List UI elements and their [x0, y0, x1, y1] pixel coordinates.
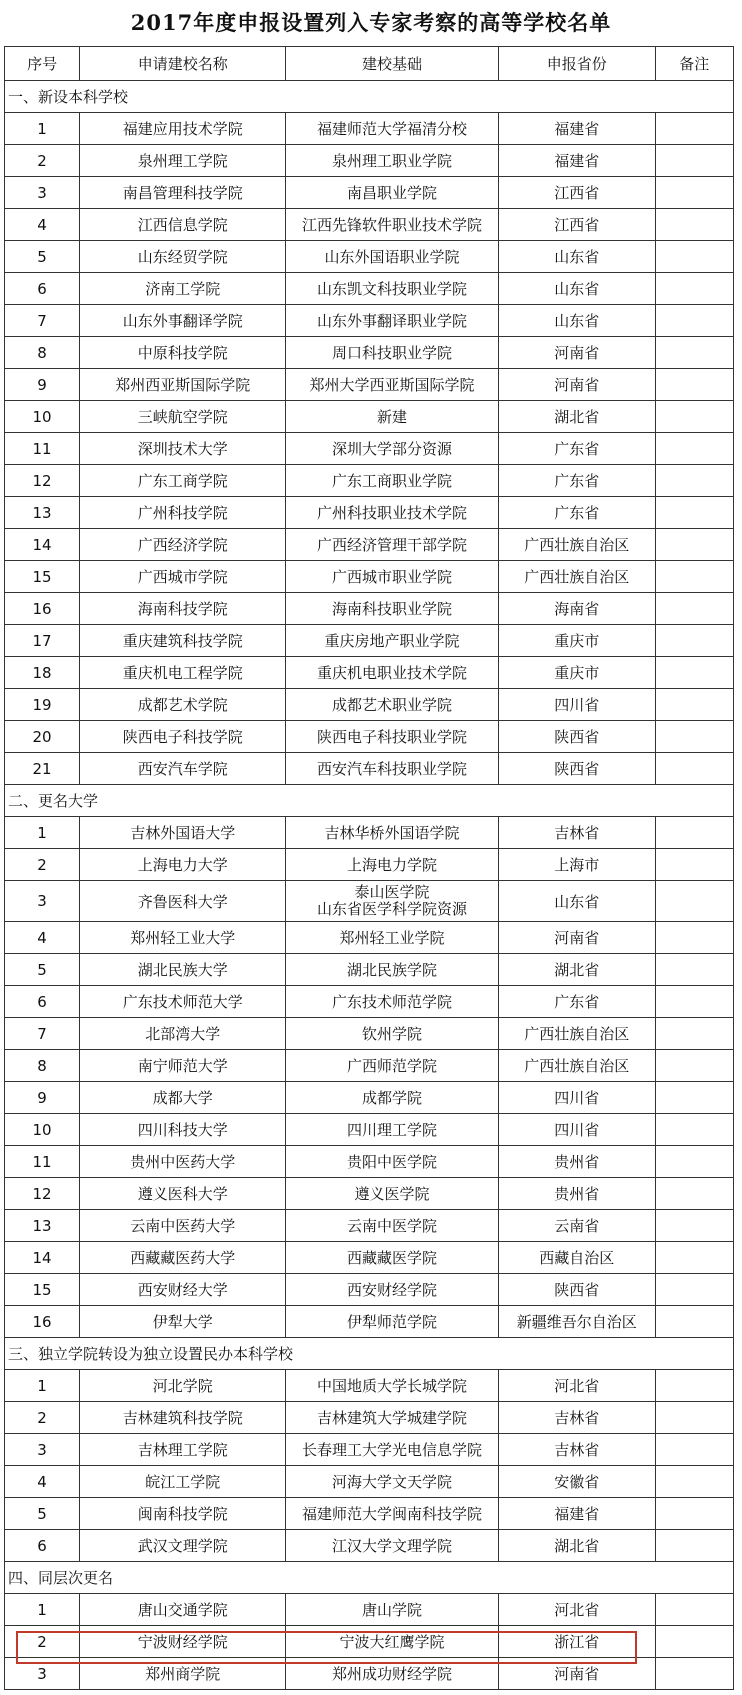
cell-school-name: 泉州理工学院	[80, 145, 286, 177]
cell-province: 湖北省	[498, 1530, 655, 1562]
cell-basis: 广西城市职业学院	[286, 561, 499, 593]
cell-remarks	[655, 593, 733, 625]
table-row	[5, 145, 734, 177]
cell-remarks	[655, 529, 733, 561]
cell-school-name: 武汉文理学院	[80, 1530, 286, 1562]
table-row	[5, 1242, 734, 1274]
table-row	[5, 593, 734, 625]
school-list-table	[4, 46, 734, 1690]
cell-school-name: 西安财经大学	[80, 1274, 286, 1306]
cell-province: 山东省	[498, 305, 655, 337]
cell-school-name: 贵州中医药大学	[80, 1146, 286, 1178]
cell-remarks	[655, 1466, 733, 1498]
cell-index: 1	[5, 1594, 80, 1626]
cell-school-name: 闽南科技学院	[80, 1498, 286, 1530]
cell-school-name: 吉林建筑科技学院	[80, 1402, 286, 1434]
cell-remarks	[655, 273, 733, 305]
cell-remarks	[655, 465, 733, 497]
table-row	[5, 1530, 734, 1562]
cell-remarks	[655, 625, 733, 657]
cell-basis: 新建	[286, 401, 499, 433]
cell-remarks	[655, 849, 733, 881]
cell-school-name: 四川科技大学	[80, 1114, 286, 1146]
cell-index: 6	[5, 1530, 80, 1562]
table-row	[5, 689, 734, 721]
table-row	[5, 986, 734, 1018]
cell-basis: 上海电力学院	[286, 849, 499, 881]
cell-school-name: 山东经贸学院	[80, 241, 286, 273]
table-row	[5, 1146, 734, 1178]
cell-province: 湖北省	[498, 954, 655, 986]
cell-school-name: 重庆机电工程学院	[80, 657, 286, 689]
cell-index: 9	[5, 1082, 80, 1114]
table-row	[5, 305, 734, 337]
cell-school-name: 山东外事翻译学院	[80, 305, 286, 337]
cell-school-name: 北部湾大学	[80, 1018, 286, 1050]
table-row	[5, 401, 734, 433]
cell-index: 6	[5, 273, 80, 305]
cell-province: 河南省	[498, 369, 655, 401]
cell-remarks	[655, 986, 733, 1018]
table-row	[5, 465, 734, 497]
cell-school-name: 中原科技学院	[80, 337, 286, 369]
cell-index: 21	[5, 753, 80, 785]
cell-remarks	[655, 922, 733, 954]
cell-basis: 伊犁师范学院	[286, 1306, 499, 1338]
cell-remarks	[655, 1594, 733, 1626]
cell-basis: 山东外事翻译职业学院	[286, 305, 499, 337]
cell-basis: 成都学院	[286, 1082, 499, 1114]
cell-school-name: 郑州西亚斯国际学院	[80, 369, 286, 401]
cell-remarks	[655, 1210, 733, 1242]
cell-index: 2	[5, 849, 80, 881]
cell-remarks	[655, 1050, 733, 1082]
cell-province: 河南省	[498, 922, 655, 954]
header-remarks: 备注	[655, 47, 733, 81]
cell-remarks	[655, 401, 733, 433]
cell-province: 四川省	[498, 689, 655, 721]
cell-basis: 遵义医学院	[286, 1178, 499, 1210]
cell-province: 上海市	[498, 849, 655, 881]
cell-basis: 郑州大学西亚斯国际学院	[286, 369, 499, 401]
cell-school-name: 吉林外国语大学	[80, 817, 286, 849]
cell-index: 7	[5, 1018, 80, 1050]
cell-school-name: 深圳技术大学	[80, 433, 286, 465]
cell-province: 四川省	[498, 1114, 655, 1146]
table-row	[5, 209, 734, 241]
table-row	[5, 1050, 734, 1082]
cell-index: 2	[5, 1626, 80, 1658]
table-row	[5, 1274, 734, 1306]
cell-index: 8	[5, 1050, 80, 1082]
cell-index: 3	[5, 1658, 80, 1690]
cell-basis: 海南科技职业学院	[286, 593, 499, 625]
table-row	[5, 721, 734, 753]
cell-province: 西藏自治区	[498, 1242, 655, 1274]
cell-remarks	[655, 305, 733, 337]
cell-index: 14	[5, 1242, 80, 1274]
table-header-row	[5, 47, 734, 81]
cell-school-name: 广东工商学院	[80, 465, 286, 497]
table-row	[5, 1210, 734, 1242]
cell-remarks	[655, 1242, 733, 1274]
cell-province: 海南省	[498, 593, 655, 625]
cell-basis: 广西师范学院	[286, 1050, 499, 1082]
table-row	[5, 657, 734, 689]
section-header-row	[5, 1562, 734, 1594]
cell-school-name: 皖江工学院	[80, 1466, 286, 1498]
cell-province: 山东省	[498, 273, 655, 305]
cell-basis: 唐山学院	[286, 1594, 499, 1626]
cell-school-name: 南宁师范大学	[80, 1050, 286, 1082]
cell-province: 吉林省	[498, 817, 655, 849]
cell-province: 广西壮族自治区	[498, 1050, 655, 1082]
table-row	[5, 1626, 734, 1658]
table-row	[5, 1658, 734, 1690]
cell-remarks	[655, 337, 733, 369]
cell-school-name: 海南科技学院	[80, 593, 286, 625]
cell-index: 12	[5, 465, 80, 497]
cell-province: 河南省	[498, 337, 655, 369]
cell-basis: 周口科技职业学院	[286, 337, 499, 369]
cell-basis: 钦州学院	[286, 1018, 499, 1050]
cell-province: 安徽省	[498, 1466, 655, 1498]
cell-school-name: 重庆建筑科技学院	[80, 625, 286, 657]
cell-basis: 郑州轻工业学院	[286, 922, 499, 954]
cell-index: 20	[5, 721, 80, 753]
section-header-row	[5, 81, 734, 113]
cell-school-name: 福建应用技术学院	[80, 113, 286, 145]
cell-province: 贵州省	[498, 1178, 655, 1210]
cell-school-name: 广西城市学院	[80, 561, 286, 593]
cell-index: 13	[5, 497, 80, 529]
cell-school-name: 成都大学	[80, 1082, 286, 1114]
cell-school-name: 湖北民族大学	[80, 954, 286, 986]
cell-province: 山东省	[498, 241, 655, 273]
cell-remarks	[655, 1082, 733, 1114]
table-row	[5, 561, 734, 593]
cell-province: 陕西省	[498, 721, 655, 753]
section-header-row	[5, 785, 734, 817]
cell-index: 10	[5, 401, 80, 433]
table-row	[5, 954, 734, 986]
cell-province: 广东省	[498, 433, 655, 465]
cell-remarks	[655, 1274, 733, 1306]
table-row	[5, 1306, 734, 1338]
cell-index: 18	[5, 657, 80, 689]
cell-index: 2	[5, 145, 80, 177]
cell-basis: 江西先锋软件职业技术学院	[286, 209, 499, 241]
cell-remarks	[655, 497, 733, 529]
cell-province: 福建省	[498, 145, 655, 177]
cell-index: 8	[5, 337, 80, 369]
cell-school-name: 三峡航空学院	[80, 401, 286, 433]
table-row	[5, 529, 734, 561]
header-school-name: 申请建校名称	[80, 47, 286, 81]
cell-remarks	[655, 1370, 733, 1402]
cell-basis: 宁波大红鹰学院	[286, 1626, 499, 1658]
cell-index: 10	[5, 1114, 80, 1146]
cell-remarks	[655, 689, 733, 721]
cell-school-name: 成都艺术学院	[80, 689, 286, 721]
cell-remarks	[655, 881, 733, 922]
cell-school-name: 郑州轻工业大学	[80, 922, 286, 954]
table-body	[5, 81, 734, 1690]
cell-index: 6	[5, 986, 80, 1018]
table-row	[5, 1434, 734, 1466]
cell-index: 11	[5, 433, 80, 465]
cell-basis: 山东凯文科技职业学院	[286, 273, 499, 305]
cell-index: 5	[5, 241, 80, 273]
table-row	[5, 1402, 734, 1434]
table-row	[5, 753, 734, 785]
cell-index: 14	[5, 529, 80, 561]
cell-index: 3	[5, 177, 80, 209]
cell-school-name: 吉林理工学院	[80, 1434, 286, 1466]
cell-remarks	[655, 1626, 733, 1658]
cell-remarks	[655, 561, 733, 593]
cell-remarks	[655, 1498, 733, 1530]
cell-basis: 西藏藏医学院	[286, 1242, 499, 1274]
cell-index: 3	[5, 881, 80, 922]
cell-remarks	[655, 1434, 733, 1466]
table-row	[5, 817, 734, 849]
table-row	[5, 273, 734, 305]
cell-basis: 广东工商职业学院	[286, 465, 499, 497]
cell-province: 广东省	[498, 497, 655, 529]
table-row	[5, 1370, 734, 1402]
cell-province: 四川省	[498, 1082, 655, 1114]
cell-province: 广西壮族自治区	[498, 561, 655, 593]
cell-basis: 郑州成功财经学院	[286, 1658, 499, 1690]
cell-province: 重庆市	[498, 657, 655, 689]
cell-index: 4	[5, 922, 80, 954]
cell-school-name: 齐鲁医科大学	[80, 881, 286, 922]
table-row	[5, 625, 734, 657]
cell-remarks	[655, 954, 733, 986]
table-row	[5, 241, 734, 273]
cell-index: 1	[5, 817, 80, 849]
cell-basis: 吉林建筑大学城建学院	[286, 1402, 499, 1434]
cell-school-name: 陕西电子科技学院	[80, 721, 286, 753]
cell-province: 吉林省	[498, 1402, 655, 1434]
cell-province: 浙江省	[498, 1626, 655, 1658]
cell-index: 19	[5, 689, 80, 721]
cell-index: 1	[5, 1370, 80, 1402]
cell-basis: 泰山医学院 山东省医学科学院资源	[286, 881, 499, 922]
cell-province: 吉林省	[498, 1434, 655, 1466]
header-basis: 建校基础	[286, 47, 499, 81]
table-row	[5, 1018, 734, 1050]
table-row	[5, 177, 734, 209]
section-label: 一、新设本科学校	[5, 81, 734, 113]
cell-school-name: 南昌管理科技学院	[80, 177, 286, 209]
cell-province: 河北省	[498, 1370, 655, 1402]
cell-school-name: 江西信息学院	[80, 209, 286, 241]
cell-index: 15	[5, 1274, 80, 1306]
cell-remarks	[655, 241, 733, 273]
cell-index: 9	[5, 369, 80, 401]
cell-school-name: 伊犁大学	[80, 1306, 286, 1338]
cell-remarks	[655, 1146, 733, 1178]
table-row	[5, 113, 734, 145]
cell-basis: 深圳大学部分资源	[286, 433, 499, 465]
cell-index: 7	[5, 305, 80, 337]
cell-index: 5	[5, 1498, 80, 1530]
cell-school-name: 济南工学院	[80, 273, 286, 305]
table-row	[5, 337, 734, 369]
cell-basis: 广西经济管理干部学院	[286, 529, 499, 561]
cell-school-name: 上海电力大学	[80, 849, 286, 881]
cell-province: 广东省	[498, 986, 655, 1018]
cell-basis: 贵阳中医学院	[286, 1146, 499, 1178]
table-row	[5, 1114, 734, 1146]
cell-basis: 陕西电子科技职业学院	[286, 721, 499, 753]
cell-basis: 云南中医学院	[286, 1210, 499, 1242]
cell-basis: 泉州理工职业学院	[286, 145, 499, 177]
section-header-row	[5, 1338, 734, 1370]
cell-province: 湖北省	[498, 401, 655, 433]
cell-province: 山东省	[498, 881, 655, 922]
cell-index: 13	[5, 1210, 80, 1242]
cell-school-name: 河北学院	[80, 1370, 286, 1402]
section-label: 二、更名大学	[5, 785, 734, 817]
table-row	[5, 1082, 734, 1114]
cell-basis: 重庆机电职业技术学院	[286, 657, 499, 689]
cell-index: 1	[5, 113, 80, 145]
cell-basis: 吉林华桥外国语学院	[286, 817, 499, 849]
cell-basis: 重庆房地产职业学院	[286, 625, 499, 657]
cell-basis: 南昌职业学院	[286, 177, 499, 209]
cell-remarks	[655, 657, 733, 689]
cell-province: 广西壮族自治区	[498, 1018, 655, 1050]
header-province: 申报省份	[498, 47, 655, 81]
cell-index: 5	[5, 954, 80, 986]
table-row	[5, 1466, 734, 1498]
cell-province: 河北省	[498, 1594, 655, 1626]
cell-province: 贵州省	[498, 1146, 655, 1178]
cell-school-name: 云南中医药大学	[80, 1210, 286, 1242]
cell-province: 陕西省	[498, 753, 655, 785]
cell-basis: 成都艺术职业学院	[286, 689, 499, 721]
cell-remarks	[655, 369, 733, 401]
cell-index: 11	[5, 1146, 80, 1178]
cell-school-name: 唐山交通学院	[80, 1594, 286, 1626]
cell-index: 15	[5, 561, 80, 593]
cell-province: 新疆维吾尔自治区	[498, 1306, 655, 1338]
document-title: 2017年度申报设置列入专家考察的高等学校名单	[130, 10, 612, 35]
cell-basis: 河海大学文天学院	[286, 1466, 499, 1498]
cell-basis: 江汉大学文理学院	[286, 1530, 499, 1562]
cell-remarks	[655, 1114, 733, 1146]
cell-remarks	[655, 1402, 733, 1434]
cell-school-name: 遵义医科大学	[80, 1178, 286, 1210]
section-label: 三、独立学院转设为独立设置民办本科学校	[5, 1338, 734, 1370]
cell-index: 2	[5, 1402, 80, 1434]
cell-province: 重庆市	[498, 625, 655, 657]
cell-province: 广西壮族自治区	[498, 529, 655, 561]
cell-index: 3	[5, 1434, 80, 1466]
cell-school-name: 广西经济学院	[80, 529, 286, 561]
cell-province: 福建省	[498, 1498, 655, 1530]
table-row	[5, 1178, 734, 1210]
cell-province: 陕西省	[498, 1274, 655, 1306]
cell-basis: 中国地质大学长城学院	[286, 1370, 499, 1402]
table-row	[5, 497, 734, 529]
cell-index: 12	[5, 1178, 80, 1210]
cell-school-name: 广州科技学院	[80, 497, 286, 529]
cell-school-name: 西藏藏医药大学	[80, 1242, 286, 1274]
table-row	[5, 849, 734, 881]
cell-index: 4	[5, 209, 80, 241]
cell-basis: 山东外国语职业学院	[286, 241, 499, 273]
cell-school-name: 宁波财经学院	[80, 1626, 286, 1658]
table-row	[5, 369, 734, 401]
cell-basis: 福建师范大学福清分校	[286, 113, 499, 145]
cell-basis: 广州科技职业技术学院	[286, 497, 499, 529]
cell-province: 江西省	[498, 209, 655, 241]
cell-index: 4	[5, 1466, 80, 1498]
cell-remarks	[655, 209, 733, 241]
header-index: 序号	[5, 47, 80, 81]
cell-remarks	[655, 177, 733, 209]
cell-remarks	[655, 1530, 733, 1562]
cell-basis: 西安财经学院	[286, 1274, 499, 1306]
cell-index: 16	[5, 593, 80, 625]
cell-province: 河南省	[498, 1658, 655, 1690]
table-row	[5, 922, 734, 954]
cell-school-name: 西安汽车学院	[80, 753, 286, 785]
table-row	[5, 881, 734, 922]
cell-remarks	[655, 753, 733, 785]
cell-school-name: 广东技术师范大学	[80, 986, 286, 1018]
cell-index: 17	[5, 625, 80, 657]
cell-remarks	[655, 1018, 733, 1050]
cell-remarks	[655, 145, 733, 177]
cell-basis: 四川理工学院	[286, 1114, 499, 1146]
cell-province: 广东省	[498, 465, 655, 497]
cell-remarks	[655, 433, 733, 465]
cell-remarks	[655, 721, 733, 753]
cell-basis: 长春理工大学光电信息学院	[286, 1434, 499, 1466]
cell-basis: 福建师范大学闽南科技学院	[286, 1498, 499, 1530]
cell-province: 福建省	[498, 113, 655, 145]
table-row	[5, 1498, 734, 1530]
cell-basis: 湖北民族学院	[286, 954, 499, 986]
cell-remarks	[655, 817, 733, 849]
cell-index: 16	[5, 1306, 80, 1338]
cell-remarks	[655, 1178, 733, 1210]
table-row	[5, 433, 734, 465]
cell-school-name: 郑州商学院	[80, 1658, 286, 1690]
cell-basis: 西安汽车科技职业学院	[286, 753, 499, 785]
section-label: 四、同层次更名	[5, 1562, 734, 1594]
cell-province: 江西省	[498, 177, 655, 209]
cell-basis: 广东技术师范学院	[286, 986, 499, 1018]
cell-remarks	[655, 1658, 733, 1690]
cell-province: 云南省	[498, 1210, 655, 1242]
table-row	[5, 1594, 734, 1626]
cell-remarks	[655, 113, 733, 145]
cell-remarks	[655, 1306, 733, 1338]
